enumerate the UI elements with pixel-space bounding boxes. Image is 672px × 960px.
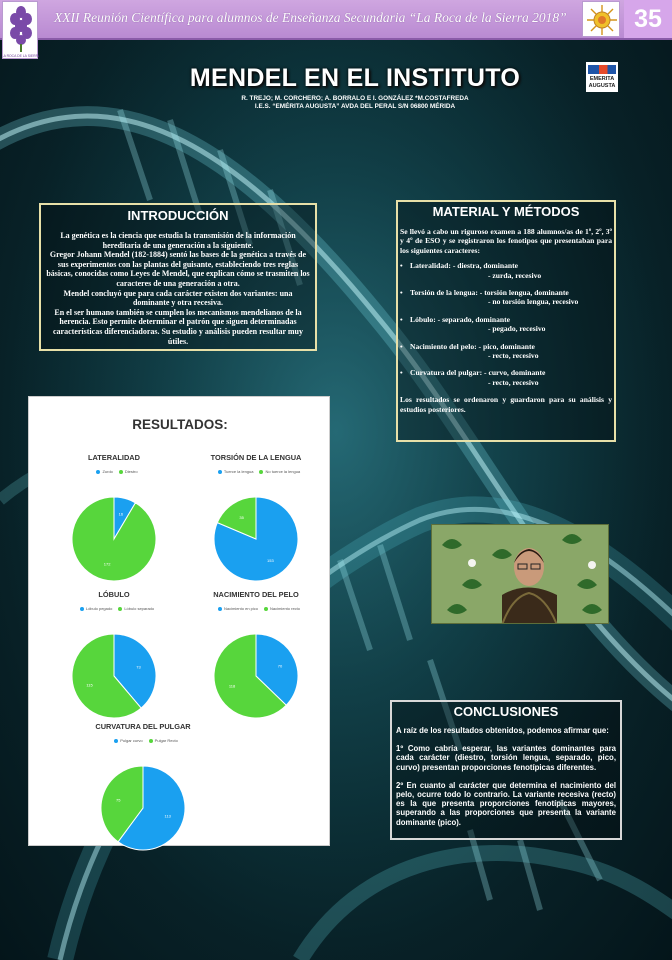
trait-list: [400, 261, 612, 387]
conclusion-paragraph: 1º Como cabría esperar, las variantes dominantes para cada carácter (diestro, torsión lengua, separado, pico, curvo) presentan proporciones fenotípicas diferentes.: [396, 744, 616, 772]
legend-label: Pulgar Recto: [154, 738, 178, 743]
logo-caption: LA ROCA DE LA SIERRA: [3, 54, 39, 58]
header-bar: [0, 0, 672, 58]
material-heading: MATERIAL Y MÉTODOS: [432, 204, 580, 219]
chart-title: TORSIÓN DE LA LENGUA: [210, 453, 302, 462]
pie-chart-lobulo: [39, 590, 189, 740]
legend-label: Tuerce la lengua: [223, 469, 254, 474]
legend-label: Zurdo: [102, 469, 113, 474]
trait-item: [400, 261, 612, 280]
material-panel: [396, 200, 616, 442]
legend-label: Pulgar curvo: [120, 738, 143, 743]
intro-paragraph: En el ser humano también se cumplen los mecanismos mendelianos de la herencia. Esto permite determinar el patrón que siguen determinadas características diferenciadoras. Su estudio y análisis pueden resultar muy útiles.: [53, 307, 303, 346]
pie-value-label: 70: [277, 663, 283, 669]
pie-value-label: 113: [164, 813, 171, 819]
conclusiones-panel: [390, 700, 622, 840]
trait-sub: - pegado, recesivo: [488, 324, 546, 334]
pie-value-label: 16: [118, 511, 124, 517]
pie-value-label: 75: [116, 797, 121, 803]
trait-sub: - recto, recesivo: [488, 377, 539, 387]
sun-logo: [582, 1, 620, 37]
intro-paragraph: Gregor Johann Mendel (182-1884) sentó las bases de la genética a través de sus experimentos con las plantas del guisante, estableciendo tres reglas básicas, conocidas como Leyes de Mendel, que explican cómo se trasmiten los caracteres de una generación a otra.: [46, 250, 310, 288]
sun-icon: [583, 2, 621, 38]
pie-svg: [39, 590, 189, 740]
chart-title: LÓBULO: [98, 590, 130, 599]
trait-label: Lateralidad: - diestra, dominante: [410, 261, 518, 271]
material-intro: Se llevó a cabo un riguroso examen a 188 alumnos/as de 1º, 2º, 3º y 4º de ESO y se registraron los fenotipos que presentaban para los siguientes caracteres:: [400, 227, 612, 255]
poster-authors: [150, 95, 560, 111]
pie-svg: [68, 722, 218, 872]
resultados-heading: RESULTADOS:: [132, 417, 228, 432]
pie-chart-nacimiento-pelo: [181, 590, 331, 740]
legend-label: Lóbulo pegado: [85, 606, 113, 611]
mendel-photo: [431, 524, 609, 624]
introduccion-heading: INTRODUCCIÓN: [127, 208, 229, 223]
conclusion-paragraph: 2º En cuanto al carácter que determina el nacimiento del pelo, ocurre todo lo contrario. La variante recesiva (recto) es la que presenta proporciones fenotípicas mayores, superando a las proporciones que presenta la variante dominante (pico).: [396, 780, 616, 827]
legend-label: No tuerce la lengua: [265, 469, 301, 474]
material-closing: Los resultados se ordenaron y guardaron para su análisis y estudios posteriores.: [400, 395, 612, 414]
legend-label: Nacimiento recto: [270, 606, 301, 611]
pie-value-label: 172: [103, 561, 111, 567]
pie-value-label: 73: [136, 664, 141, 670]
trait-label: Curvatura del pulgar: - curvo, dominante: [410, 368, 546, 378]
pie-chart-torsion-lengua: [181, 453, 331, 603]
school-logo-band: [588, 65, 616, 74]
conference-title: XXII Reunión Científica para alumnos de Enseñanza Secundaria “La Roca de la Sierra 2018”: [54, 10, 567, 25]
pie-chart-lateralidad: [39, 453, 189, 603]
pie-svg: [181, 453, 331, 603]
trait-label: Torsión de la lengua: - torsión lengua, dominante: [410, 288, 569, 298]
school-logo-word-2: AUGUSTA: [588, 83, 616, 89]
school-logo: [586, 62, 618, 92]
lavender-icon: [3, 2, 39, 60]
introduccion-panel: [39, 203, 317, 351]
trait-item: [400, 288, 612, 307]
poster-title: MENDEL EN EL INSTITUTO: [189, 64, 521, 92]
pie-slice: [72, 497, 156, 581]
intro-paragraph: Mendel concluyó que para cada carácter existen dos variantes: una dominante y otra recesiva.: [63, 288, 293, 308]
pie-value-label: 153: [267, 558, 274, 564]
pie-chart-curvatura-pulgar: [68, 722, 218, 872]
pie-value-label: 115: [86, 682, 93, 688]
trait-label: Nacimiento del pelo: - pico, dominante: [410, 341, 535, 351]
pie-svg: [181, 590, 331, 740]
legend-label: Lóbulo separado: [124, 606, 155, 611]
trait-sub: - recto, recesivo: [488, 351, 539, 361]
trait-item: [400, 342, 612, 361]
chart-title: CURVATURA DEL PULGAR: [95, 722, 191, 731]
pie-value-label: 118: [228, 683, 236, 689]
trait-sub: - no torsión lengua, recesivo: [488, 297, 579, 307]
resultados-panel: [28, 396, 330, 846]
trait-label: Lóbulo: - separado, dominante: [410, 314, 510, 324]
mendel-portrait-illustration: [432, 525, 609, 624]
pie-svg: [39, 453, 189, 603]
legend-label: Nacimiento en pico: [223, 606, 258, 611]
la-roca-logo: [2, 1, 38, 59]
school-logo-word-1: EMERITA: [589, 76, 615, 82]
chart-title: LATERALIDAD: [87, 453, 140, 462]
school-line: I.E.S. “EMÉRITA AUGUSTA” AVDA DEL PERAL S/N 06800 MÉRIDA: [254, 103, 456, 110]
poster-number: 35: [624, 0, 672, 38]
chart-title: NACIMIENTO DEL PELO: [213, 590, 299, 599]
pie-value-label: 35: [239, 514, 244, 520]
conclusion-paragraph: A raíz de los resultados obtenidos, podemos afirmar que:: [396, 726, 609, 735]
legend-label: Diestro: [124, 469, 138, 474]
trait-sub: - zurda, recesivo: [488, 270, 542, 280]
authors-line: R. TREJO; M. CORCHERO; A. BORRALO E I. GONZÁLEZ *M.COSTAFREDA: [241, 95, 469, 102]
trait-item: [400, 368, 612, 387]
intro-paragraph: La genética es la ciencia que estudia la transmisión de la información hereditaria de una generación a la siguiente.: [60, 231, 296, 250]
trait-item: [400, 315, 612, 334]
conclusiones-heading: CONCLUSIONES: [453, 704, 559, 719]
